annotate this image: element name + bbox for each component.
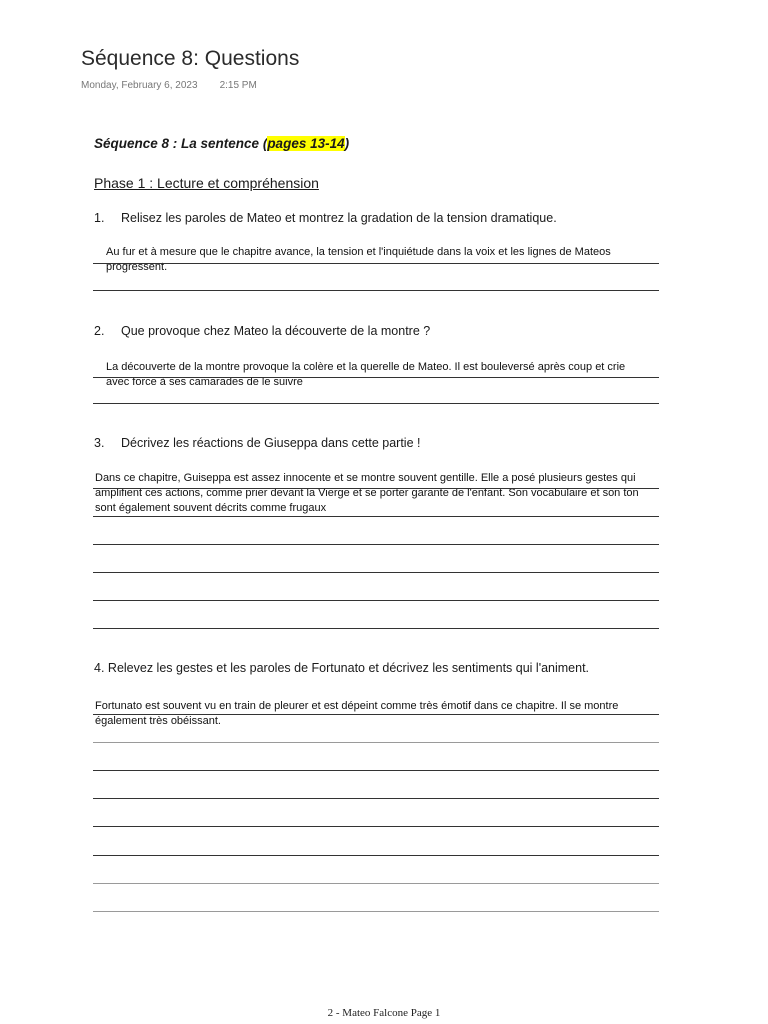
question-3-text: Décrivez les réactions de Giuseppa dans cette partie ! [121, 436, 421, 450]
answer-line [93, 628, 659, 629]
question-3-number: 3. [94, 436, 105, 450]
answer-line [93, 911, 659, 912]
sequence-heading-pages: pages 13-14 [267, 136, 345, 151]
answer-line [93, 883, 659, 884]
question-4 [94, 661, 589, 675]
answer-line [93, 855, 659, 856]
answer-line [93, 544, 659, 545]
answer-line [93, 826, 659, 827]
answer-3: Dans ce chapitre, Guiseppa est assez innocente et se montre souvent gentille. Elle a posé plusieurs gestes qui amplifient ces actions, comme prier devant la Vierge et se porter garante de l'enfant. Son vocabulaire et son ton sont également souvent décrits comme frugaux [95, 472, 639, 514]
page-footer: 2 - Mateo Falcone Page 1 [327, 1007, 441, 1019]
page-date: Monday, February 6, 2023 [81, 80, 198, 91]
answer-line [93, 714, 659, 715]
answer-line [93, 488, 659, 489]
question-2 [94, 324, 430, 338]
answer-line [93, 600, 659, 601]
phase-heading: Phase 1 : Lecture et compréhension [94, 175, 319, 191]
page-title: Séquence 8: Questions [81, 47, 300, 70]
question-2-number: 2. [94, 324, 105, 338]
question-2-text: Que provoque chez Mateo la découverte de la montre ? [121, 324, 431, 338]
answer-line [93, 403, 659, 404]
answer-line [93, 770, 659, 771]
question-4-text: Relevez les gestes et les paroles de Fortunato et décrivez les sentiments qui l'animent. [107, 661, 590, 675]
page-time: 2:15 PM [219, 80, 257, 91]
sequence-heading-suffix: ) [344, 136, 350, 151]
sequence-heading [94, 136, 349, 151]
answer-4: Fortunato est souvent vu en train de pleurer et est dépeint comme très émotif dans ce chapitre. Il se montre également très obéissant. [95, 700, 619, 727]
question-4-number: 4. [94, 661, 105, 675]
question-1 [94, 211, 557, 225]
answer-line [93, 516, 659, 517]
answer-2: La découverte de la montre provoque la colère et la querelle de Mateo. Il est bouleversé après coup et crie avec force à ses camarades de le suivre [106, 361, 626, 388]
page-timestamp [81, 80, 257, 91]
question-1-number: 1. [94, 211, 105, 225]
answer-line [93, 290, 659, 291]
answer-line [93, 742, 659, 743]
question-3 [94, 436, 420, 450]
answer-line [93, 798, 659, 799]
answer-line [93, 377, 659, 378]
sequence-heading-prefix: Séquence 8 : La sentence ( [94, 136, 268, 151]
answer-line [93, 263, 659, 264]
answer-1: Au fur et à mesure que le chapitre avance, la tension et l'inquiétude dans la voix et les lignes de Mateos progressent. [106, 246, 611, 273]
question-1-text: Relisez les paroles de Mateo et montrez la gradation de la tension dramatique. [121, 211, 557, 225]
answer-line [93, 572, 659, 573]
